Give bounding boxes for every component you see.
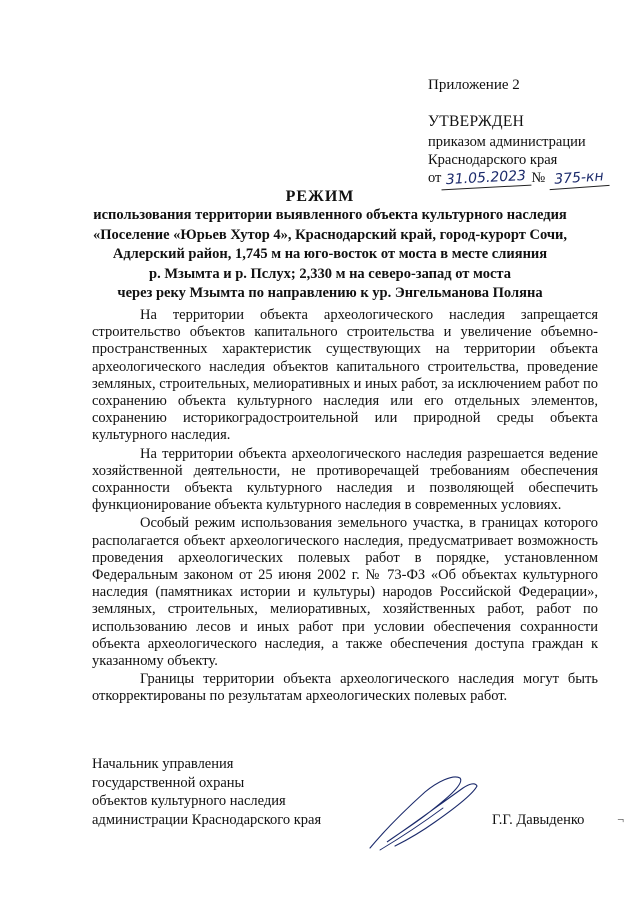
margin-mark: ¬ — [617, 812, 624, 826]
signatory-position — [92, 755, 321, 829]
approval-line-1: приказом администрации — [428, 134, 586, 150]
approval-stamp — [428, 113, 609, 188]
signatory-line: Начальник управления — [92, 756, 234, 772]
approval-date-line — [428, 169, 609, 188]
subtitle-line: «Поселение «Юрьев Хутор 4», Краснодарский край, город-курорт Сочи, — [92, 226, 568, 243]
body-paragraph: На территории объекта археологического наследия запрещается строительство объектов капитального строительства и увеличение объемно-пространственных характеристик существующих на территории объекта археологического наследия объектов капитального строительства, проведение земляных, строительных, мелиоративных и иных работ, за исключением работ по сохранению объекта культурного наследия или его отдельных элементов, сохранению историкоградостроительной или природной среды объекта культурного наследия. — [92, 307, 598, 444]
body-paragraph: На территории объекта археологического наследия разрешается ведение хозяйственной деятельности, не противоречащей требованиям обеспечения сохранности объекта культурного наследия и позволяющей обеспечить функционирование объекта культурного наследия в современных условиях. — [92, 445, 598, 514]
signatory-line: государственной охраны — [92, 774, 245, 791]
subtitle-line: р. Мзымта и р. Пслух; 2,330 м на северо-запад от моста — [149, 265, 511, 282]
body-paragraph: Границы территории объекта археологического наследия могут быть откорректированы по результатам археологических полевых работ. — [92, 671, 598, 705]
approval-line-2: Краснодарского края — [428, 152, 558, 168]
document-subtitle — [60, 206, 600, 304]
signatory-line: объектов культурного наследия — [92, 793, 286, 809]
date-prefix: от — [428, 170, 442, 186]
document-title: РЕЖИМ — [285, 188, 355, 205]
body-paragraph: Особый режим использования земельного участка, в границах которого располагается объект археологического наследия, предусматривает возможность проведения археологических полевых работ в порядке, установленном Федеральным законом от 25 июня 2002 г. № 73-ФЗ «Об объектах культурного наследия (памятниках истории и культуры) народов Российской Федерации», земляных, строительных, мелиоративных, хозяйственных работ, работ по использованию лесов и иных работ при условии обеспечения сохранности объекта археологического наследия, а также обеспечения доступа граждан к указанному объекту. — [92, 515, 598, 670]
subtitle-line: использования территории выявленного объекта культурного наследия — [93, 207, 567, 223]
handwritten-number: 375-кн — [548, 167, 609, 190]
subtitle-line: через реку Мзымта по направлению к ур. Энгельманова Поляна — [117, 285, 543, 301]
handwritten-signature — [365, 770, 485, 855]
number-prefix: № — [531, 170, 546, 186]
signatory-name: Г.Г. Давыденко — [492, 812, 585, 828]
handwritten-date: 31.05.2023 — [441, 167, 532, 191]
approval-title: УТВЕРЖДЕН — [428, 113, 525, 130]
signatory-line: администрации Краснодарского края — [92, 811, 322, 828]
annex-label: Приложение 2 — [428, 77, 520, 93]
subtitle-line: Адлерский район, 1,745 м на юго-восток от моста в месте слияния — [112, 246, 548, 262]
document-body — [92, 307, 598, 707]
